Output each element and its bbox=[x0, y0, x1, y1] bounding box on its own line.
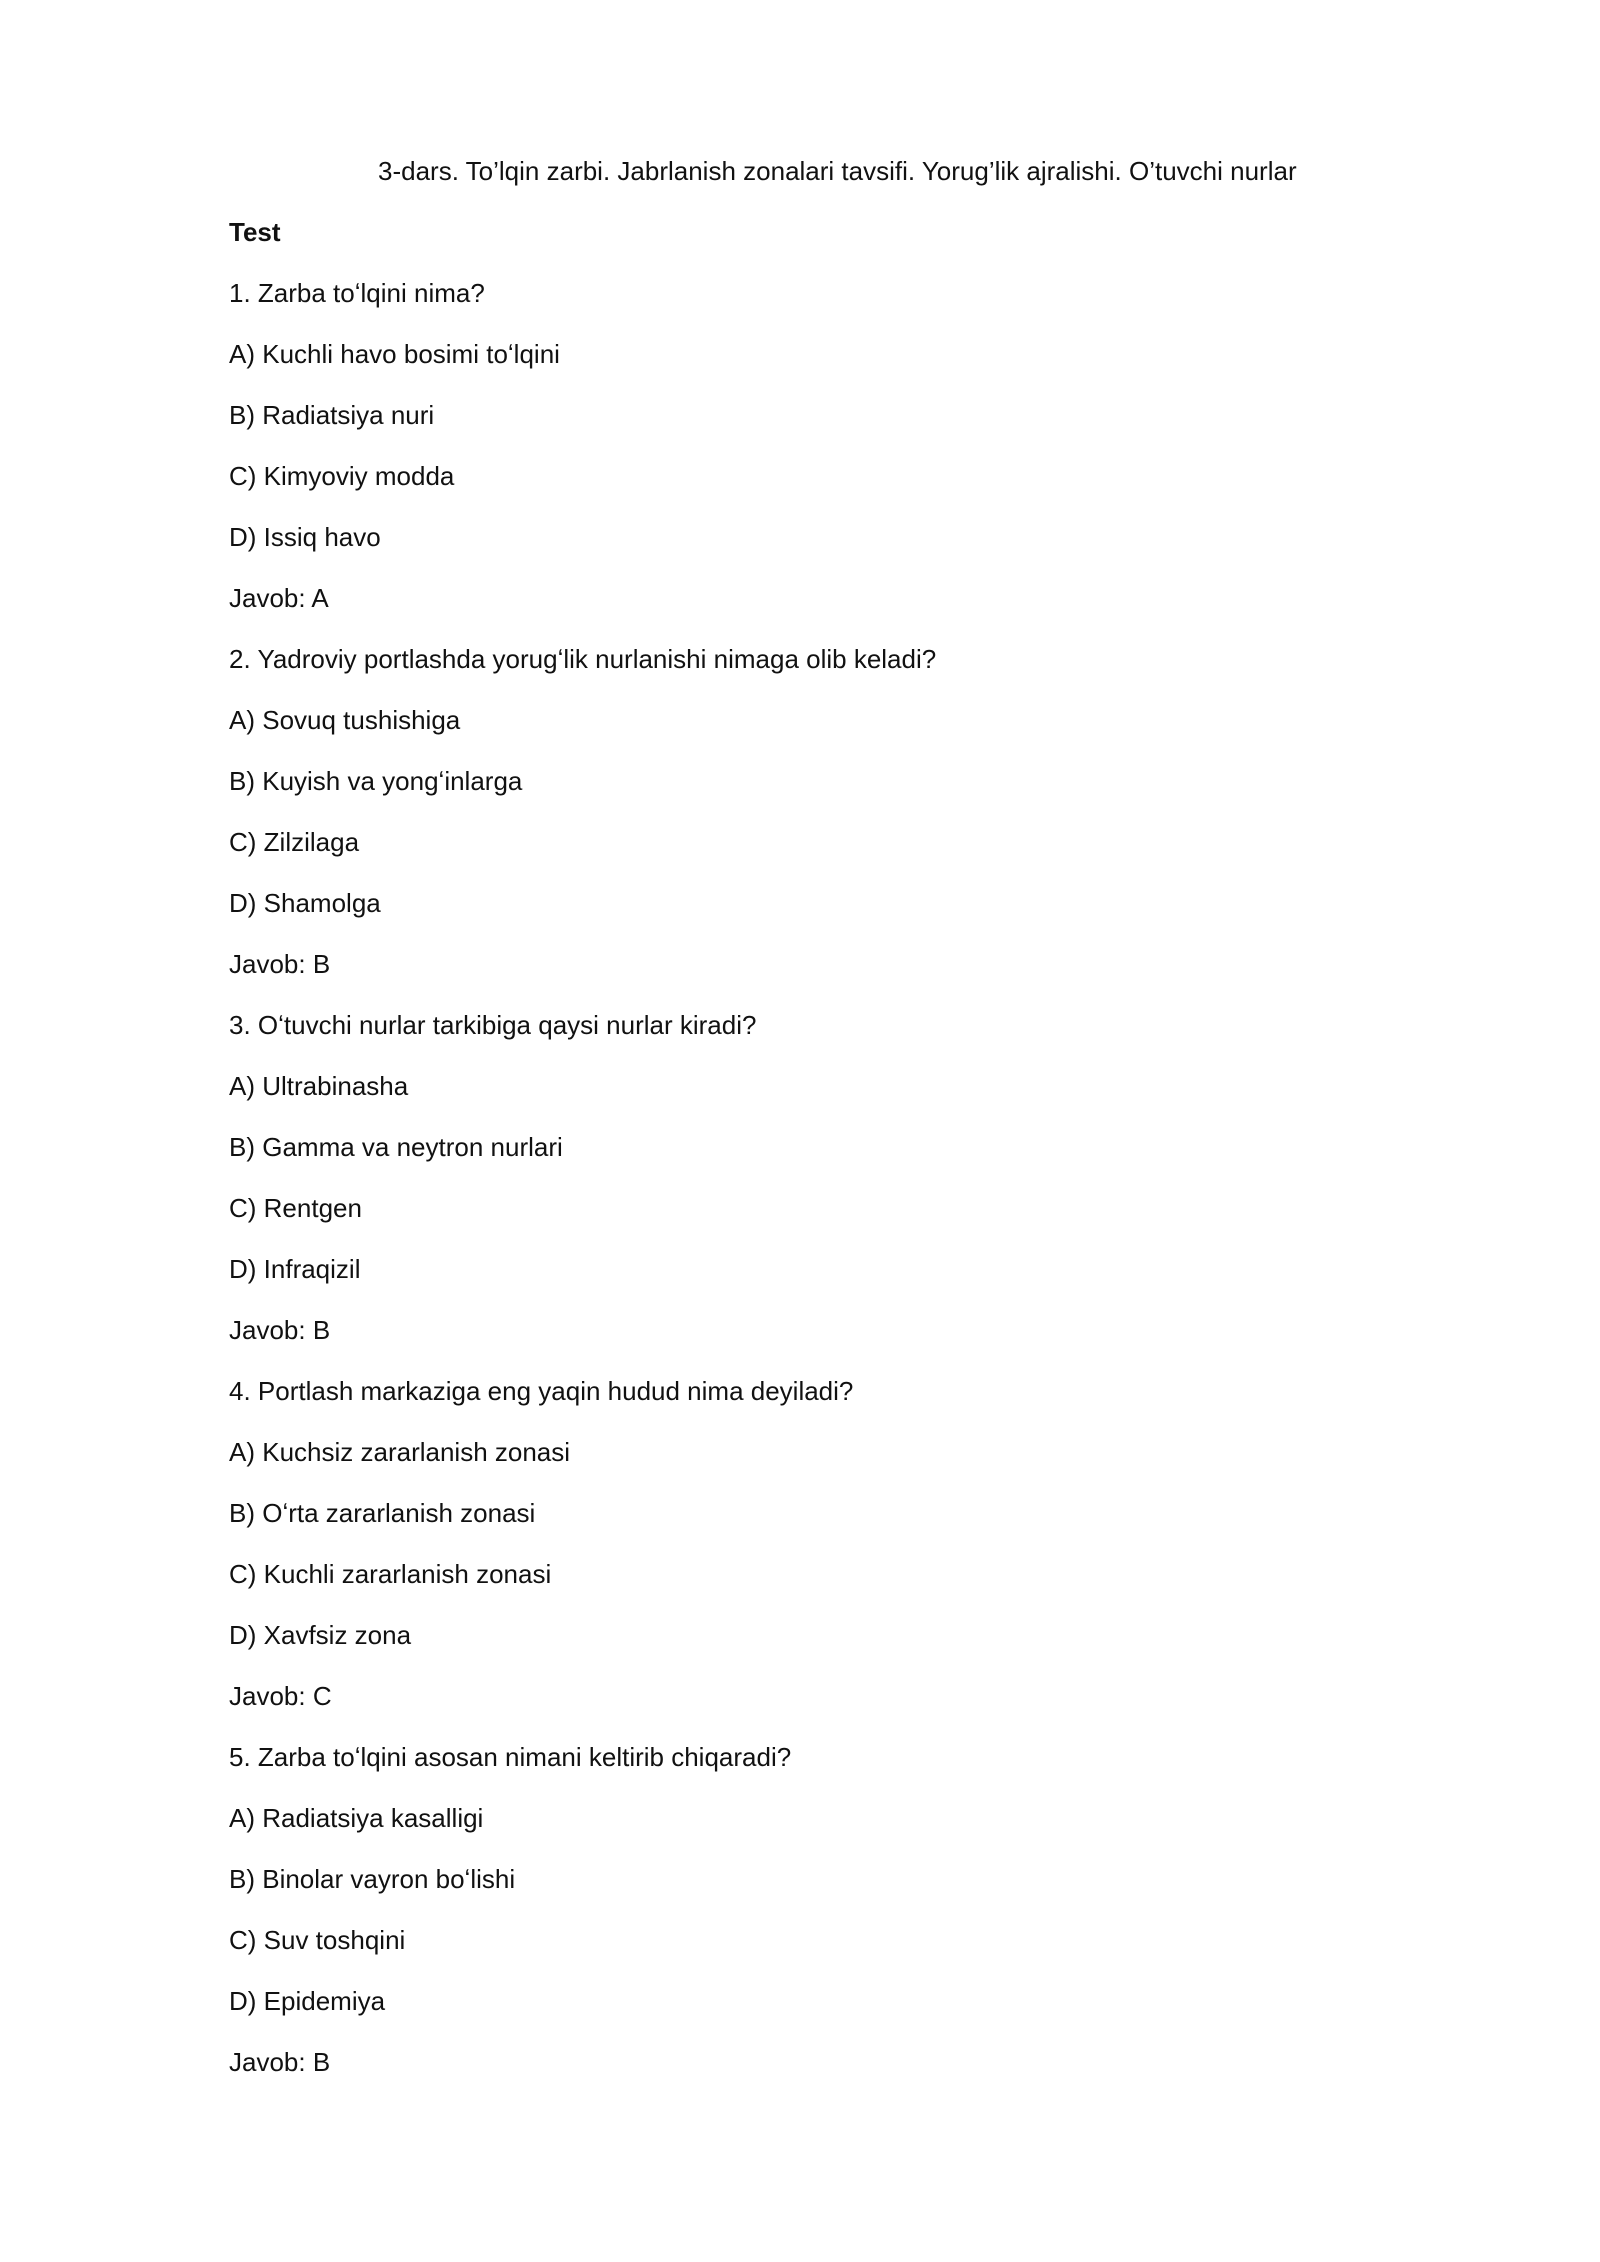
answer-line: Javob: A bbox=[229, 583, 329, 613]
question-text: 2. Yadroviy portlashda yorugʻlik nurlanishi nimaga olib keladi? bbox=[229, 644, 937, 674]
option-c: C) Suv toshqini bbox=[229, 1925, 406, 1955]
option-c: C) Kimyoviy modda bbox=[229, 461, 455, 491]
option-a: A) Ultrabinasha bbox=[229, 1071, 409, 1101]
question-text: 4. Portlash markaziga eng yaqin hudud nima deyiladi? bbox=[229, 1376, 854, 1406]
document-title: 3-dars. To’lqin zarbi. Jabrlanish zonalari tavsifi. Yorug’lik ajralishi. O’tuvchi nurlar bbox=[378, 156, 1297, 186]
option-a: A) Sovuq tushishiga bbox=[229, 705, 461, 735]
option-b: B) Gamma va neytron nurlari bbox=[229, 1132, 563, 1162]
question-list bbox=[229, 275, 1429, 2105]
option-d: D) Infraqizil bbox=[229, 1254, 361, 1284]
answer-line: Javob: B bbox=[229, 949, 331, 979]
option-b: B) Radiatsiya nuri bbox=[229, 400, 435, 430]
option-d: D) Epidemiya bbox=[229, 1986, 386, 2016]
option-c: C) Rentgen bbox=[229, 1193, 362, 1223]
option-b: B) Oʻrta zararlanish zonasi bbox=[229, 1498, 536, 1528]
section-heading: Test bbox=[229, 217, 281, 247]
option-a: A) Kuchsiz zararlanish zonasi bbox=[229, 1437, 571, 1467]
question-text: 1. Zarba toʻlqini nima? bbox=[229, 278, 485, 308]
answer-line: Javob: C bbox=[229, 1681, 332, 1711]
option-d: D) Xavfsiz zona bbox=[229, 1620, 412, 1650]
option-c: C) Zilzilaga bbox=[229, 827, 360, 857]
answer-line: Javob: B bbox=[229, 1315, 331, 1345]
question-text: 3. Oʻtuvchi nurlar tarkibiga qaysi nurlar kiradi? bbox=[229, 1010, 757, 1040]
option-a: A) Radiatsiya kasalligi bbox=[229, 1803, 484, 1833]
option-b: B) Binolar vayron boʻlishi bbox=[229, 1864, 516, 1894]
option-d: D) Shamolga bbox=[229, 888, 381, 918]
question-text: 5. Zarba toʻlqini asosan nimani keltirib chiqaradi? bbox=[229, 1742, 792, 1772]
option-c: C) Kuchli zararlanish zonasi bbox=[229, 1559, 552, 1589]
answer-line: Javob: B bbox=[229, 2047, 331, 2077]
option-b: B) Kuyish va yongʻinlarga bbox=[229, 766, 523, 796]
option-d: D) Issiq havo bbox=[229, 522, 381, 552]
option-a: A) Kuchli havo bosimi toʻlqini bbox=[229, 339, 560, 369]
